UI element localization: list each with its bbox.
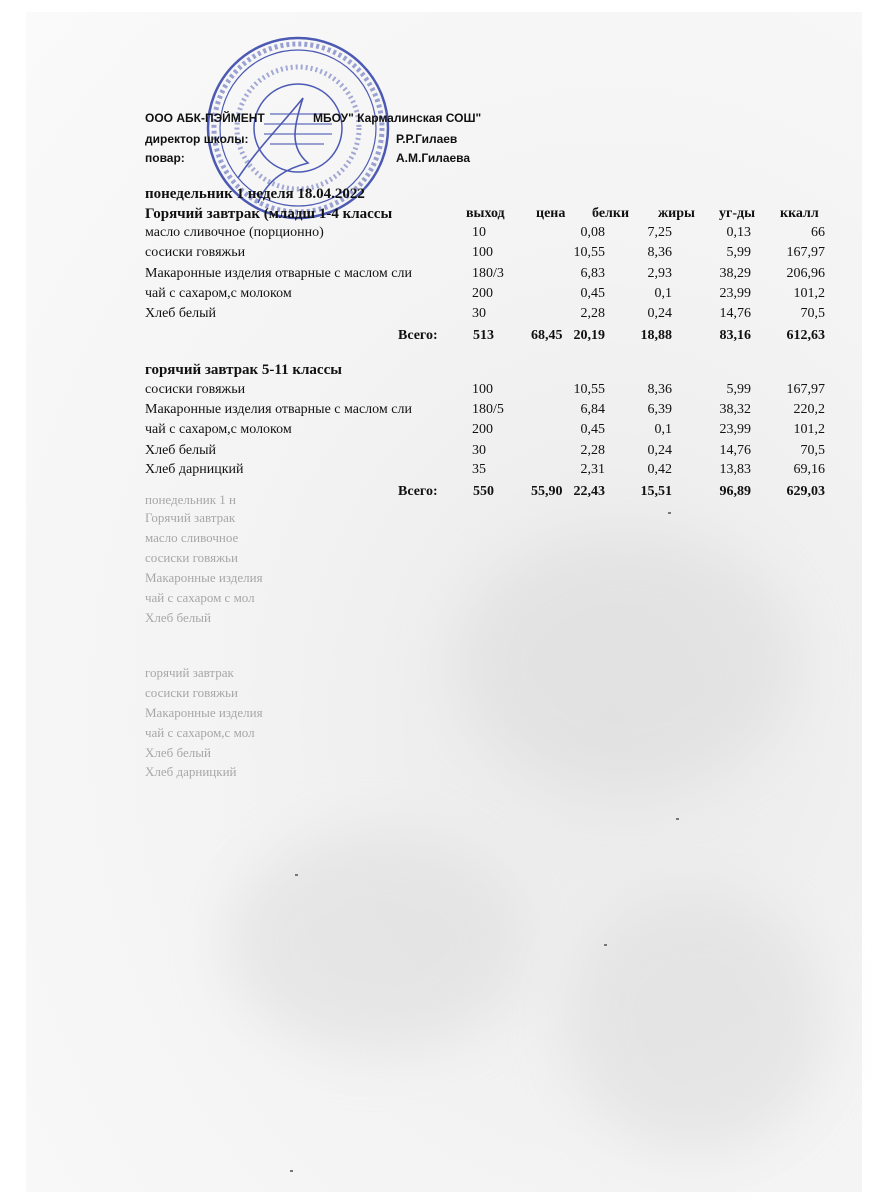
ghost-text: Макаронные изделия — [145, 570, 263, 585]
ghost-text: Хлеб белый — [145, 745, 211, 760]
total-row: Всего: 550 55,90 22,43 15,51 96,89 629,03 — [398, 484, 825, 499]
table-row: Макаронные изделия отварные с маслом сли 180/5 6,84 6,39 38,32 220,2 — [145, 402, 825, 417]
ghost-text: масло сливочное — [145, 530, 239, 545]
ghost-text: понедельник 1 н — [145, 492, 236, 507]
table-row: сосиски говяжьи 100 10,55 8,36 5,99 167,97 — [145, 245, 825, 260]
school-name: МБОУ" Кармалинская СОШ" — [313, 111, 482, 125]
ghost-text: Хлеб дарницкий — [145, 764, 237, 779]
scan-speck — [290, 1170, 293, 1172]
ghost-text: горячий завтрак — [145, 665, 234, 680]
table-row: Хлеб белый 30 2,28 0,24 14,76 70,5 — [145, 443, 825, 458]
col-output: выход — [466, 206, 505, 221]
section2-title: горячий завтрак 5-11 классы — [145, 362, 342, 378]
table-row: чай с сахаром,с молоком 200 0,45 0,1 23,99 101,2 — [145, 422, 825, 437]
scan-speck — [676, 818, 679, 820]
scan-speck — [604, 944, 607, 946]
col-name: Горячий завтрак (младш 1-4 классы — [145, 206, 393, 222]
table-row: Хлеб дарницкий 35 2,31 0,42 13,83 69,16 — [145, 462, 825, 477]
cook-name: А.М.Гилаева — [396, 151, 471, 165]
director-name: Р.Р.Гилаев — [396, 132, 458, 146]
ghost-text: чай с сахаром,с мол — [145, 725, 255, 740]
col-fats: жиры — [658, 206, 695, 221]
scan-speck — [295, 874, 298, 876]
table-header — [0, 206, 873, 224]
ghost-text: Хлеб белый — [145, 610, 211, 625]
table-row: масло сливочное (порционно) 10 0,08 7,25 0,13 66 — [145, 225, 825, 240]
ghost-text: чай с сахаром с мол — [145, 590, 255, 605]
ghost-text: сосиски говяжьи — [145, 685, 238, 700]
col-carbs: уг-ды — [719, 206, 756, 221]
menu-title: понедельник 1 неделя 18.04.2022 — [145, 186, 365, 202]
ghost-text: Горячий завтрак — [145, 510, 236, 525]
table-row: Макаронные изделия отварные с маслом сли 180/3 6,83 2,93 38,29 206,96 — [145, 266, 825, 281]
table-row: Хлеб белый 30 2,28 0,24 14,76 70,5 — [145, 306, 825, 321]
director-label: директор школы: — [145, 132, 249, 146]
col-proteins: белки — [592, 206, 630, 221]
table-row: чай с сахаром,с молоком 200 0,45 0,1 23,99 101,2 — [145, 286, 825, 301]
scan-speck — [668, 512, 671, 514]
ghost-text: сосиски говяжьи — [145, 550, 238, 565]
col-kcal: ккалл — [780, 206, 819, 221]
total-row: Всего: 513 68,45 20,19 18,88 83,16 612,63 — [398, 328, 825, 343]
ghost-text: Макаронные изделия — [145, 705, 263, 720]
col-price: цена — [536, 206, 566, 221]
cook-label: повар: — [145, 151, 185, 165]
org-name: ООО АБК-ПЭЙМЕНТ — [145, 111, 265, 125]
table-row: сосиски говяжьи 100 10,55 8,36 5,99 167,97 — [145, 382, 825, 397]
